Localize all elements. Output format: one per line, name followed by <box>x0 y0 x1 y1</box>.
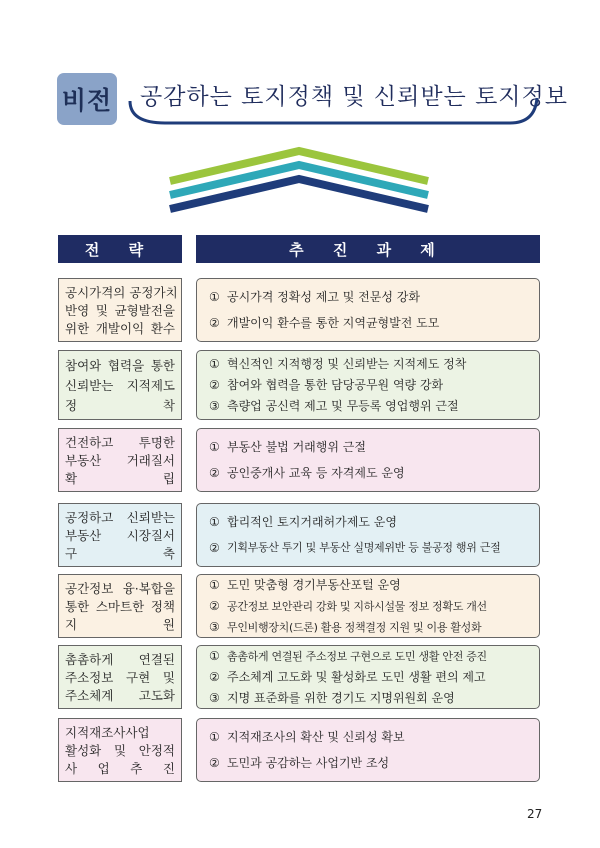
strategy-line: 지 원 <box>65 617 175 632</box>
task-item <box>209 575 527 596</box>
strategy-line: 통한 스마트한 정책 <box>65 599 175 614</box>
strategy-cell <box>58 645 182 709</box>
task-text: 지적재조사의 확산 및 신뢰성 확보 <box>227 730 405 744</box>
strategy-line: 공시가격의 공정가치 <box>65 285 178 300</box>
task-number: ③ <box>209 690 220 705</box>
task-item <box>209 375 527 396</box>
task-text: 무인비행장치(드론) 활용 정책결정 지원 및 이용 활성화 <box>227 620 482 634</box>
strategy-line: 확 립 <box>65 471 175 486</box>
strategy-line: 공간정보 융·복합을 <box>65 581 175 596</box>
strategy-line: 구 축 <box>65 546 175 561</box>
tasks-cell <box>196 645 540 709</box>
vision-badge: 비전 <box>57 73 117 125</box>
task-item <box>209 396 527 417</box>
strategy-line: 지적재조사사업 <box>65 725 150 740</box>
task-number: ① <box>209 648 220 663</box>
task-item <box>209 646 527 667</box>
strategy-cell <box>58 574 182 638</box>
strategy-line: 부동산 거래질서 <box>65 453 175 468</box>
task-item <box>209 509 527 535</box>
strategy-cell <box>58 428 182 492</box>
task-item <box>209 596 527 617</box>
strategy-line: 위한 개발이익 환수 <box>65 321 175 336</box>
vision-title: 공감하는 토지정책 및 신뢰받는 토지정보 <box>140 84 568 110</box>
strategy-line: 촘촘하게 연결된 <box>65 652 175 667</box>
strategy-line: 공정하고 신뢰받는 <box>65 510 175 525</box>
task-item <box>209 354 527 375</box>
tasks-cell <box>196 574 540 638</box>
task-item <box>209 750 527 776</box>
task-text: 촘촘하게 연결된 주소정보 구현으로 도민 생활 안전 증진 <box>227 649 487 663</box>
tasks-cell <box>196 718 540 782</box>
task-item <box>209 310 527 336</box>
task-item <box>209 284 527 310</box>
strategy-row <box>58 645 540 709</box>
tasks-cell <box>196 503 540 567</box>
task-text: 지명 표준화를 위한 경기도 지명위원회 운영 <box>227 690 455 705</box>
strategy-row <box>58 574 540 638</box>
tasks-cell <box>196 278 540 342</box>
task-text: 공간정보 보안관리 강화 및 지하시설물 정보 정확도 개선 <box>227 599 487 613</box>
task-text: 부동산 불법 거래행위 근절 <box>227 440 366 454</box>
task-text: 합리적인 토지거래허가제도 운영 <box>227 515 397 529</box>
task-text: 도민과 공감하는 사업기반 조성 <box>227 756 390 770</box>
task-text: 주소체계 고도화 및 활성화로 도민 생활 편의 제고 <box>227 669 486 684</box>
task-number: ② <box>209 316 220 330</box>
task-item <box>209 535 527 561</box>
strategy-line: 부동산 시장질서 <box>65 528 175 543</box>
task-text: 참여와 협력을 통한 담당공무원 역량 강화 <box>227 377 444 392</box>
strategy-cell <box>58 718 182 782</box>
task-number: ① <box>209 515 220 529</box>
strategy-row <box>58 428 540 492</box>
chevron-arrows-icon <box>165 145 433 217</box>
strategy-row <box>58 278 540 342</box>
task-item <box>209 617 527 638</box>
task-text: 공시가격 정확성 제고 및 전문성 강화 <box>227 290 420 304</box>
task-number: ② <box>209 598 220 613</box>
tasks-cell <box>196 428 540 492</box>
task-number: ② <box>209 377 220 392</box>
task-text: 개발이익 환수를 통한 지역균형발전 도모 <box>227 316 440 330</box>
task-number: ③ <box>209 398 220 413</box>
task-text: 측량업 공신력 제고 및 무등록 영업행위 근절 <box>227 398 459 413</box>
task-number: ② <box>209 541 220 555</box>
vision-underline-curve <box>125 93 545 133</box>
task-text: 도민 맞춤형 경기부동산포털 운영 <box>227 577 401 592</box>
strategy-cell <box>58 278 182 342</box>
task-number: ② <box>209 756 220 770</box>
strategy-line: 주소체계 고도화 <box>65 688 175 703</box>
strategy-cell <box>58 350 182 420</box>
task-item <box>209 667 527 688</box>
task-number: ② <box>209 669 220 684</box>
strategy-line: 사 업 추 진 <box>65 761 175 776</box>
strategy-row <box>58 503 540 567</box>
task-number: ① <box>209 440 220 454</box>
strategy-row <box>58 350 540 420</box>
strategy-line: 주소정보 구현 및 <box>65 670 175 685</box>
task-item <box>209 724 527 750</box>
page-number: 27 <box>527 807 543 821</box>
task-item <box>209 434 527 460</box>
task-text: 혁신적인 지적행정 및 신뢰받는 지적제도 정착 <box>227 356 467 371</box>
task-text: 기획부동산 투기 및 부동산 실명제위반 등 불공정 행위 근절 <box>227 541 501 554</box>
task-number: ① <box>209 290 220 304</box>
task-number: ① <box>209 577 220 592</box>
strategy-line: 참여와 협력을 통한 <box>65 358 175 373</box>
task-number: ① <box>209 356 220 371</box>
strategy-cell <box>58 503 182 567</box>
strategy-line: 반영 및 균형발전을 <box>65 303 175 318</box>
task-item <box>209 460 527 486</box>
strategy-line: 신뢰받는 지적제도 <box>65 378 175 393</box>
tasks-header: 추 진 과 제 <box>196 235 540 263</box>
strategy-line: 활성화 및 안정적 <box>65 743 175 758</box>
task-number: ② <box>209 466 220 480</box>
strategy-row <box>58 718 540 782</box>
strategy-header: 전 략 <box>58 235 182 263</box>
task-number: ① <box>209 730 220 744</box>
strategy-line: 건전하고 투명한 <box>65 435 175 450</box>
strategy-line: 정 착 <box>65 398 175 413</box>
task-item <box>209 688 527 709</box>
tasks-cell <box>196 350 540 420</box>
task-text: 공인중개사 교육 등 자격제도 운영 <box>227 466 405 480</box>
task-number: ③ <box>209 619 220 634</box>
